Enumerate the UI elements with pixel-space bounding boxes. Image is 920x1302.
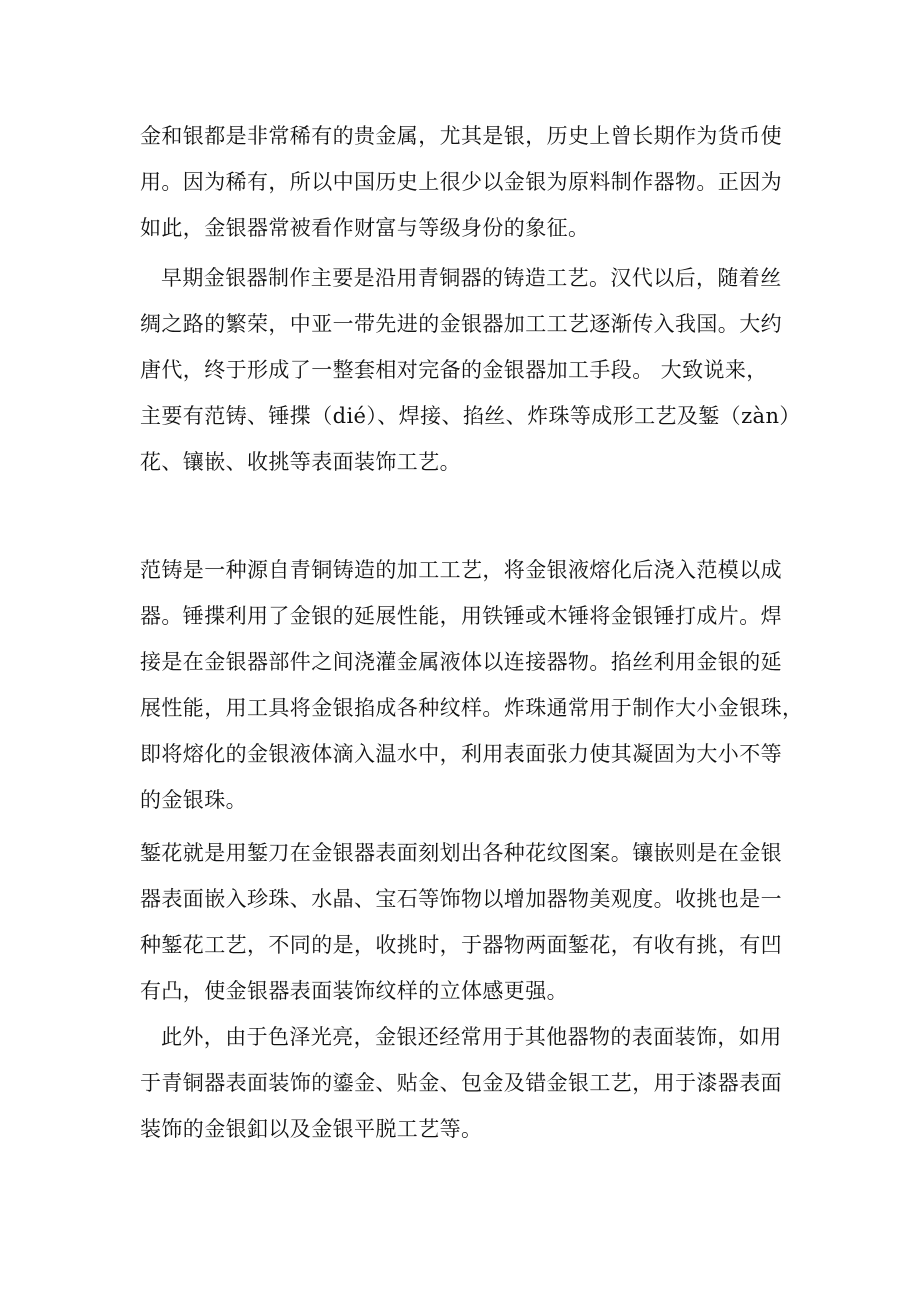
paragraph-line: 装饰的金银釦以及金银平脱工艺等。: [140, 1117, 483, 1141]
paragraph-line: 花、镶嵌、收挑等表面装饰工艺。: [140, 450, 461, 474]
paragraph-3: [140, 547, 804, 823]
paragraph-line: 即将熔化的金银液体滴入温水中，利用表面张力使其凝固为大小不等: [140, 742, 782, 766]
paragraph-5: [140, 1014, 782, 1152]
paragraph-line: 錾花就是用錾刀在金银器表面刻划出各种花纹图案。镶嵌则是在金银: [140, 841, 782, 865]
paragraph-line: 接是在金银器部件之间浇灌金属液体以连接器物。掐丝利用金银的延: [140, 650, 782, 674]
paragraph-1: [140, 113, 782, 251]
paragraph-line: 此外，由于色泽光亮，金银还经常用于其他器物的表面装饰，如用: [161, 1025, 782, 1049]
paragraph-line: 器表面嵌入珍珠、水晶、宝石等饰物以增加器物美观度。收挑也是一: [140, 887, 782, 911]
paragraph-line: 用。因为稀有，所以中国历史上很少以金银为原料制作器物。正因为: [140, 170, 782, 194]
paragraph-line: 唐代，终于形成了一整套相对完备的金银器加工手段。 大致说来，: [140, 358, 768, 382]
paragraph-line: 早期金银器制作主要是沿用青铜器的铸造工艺。汉代以后，随着丝: [161, 266, 782, 290]
paragraph-line: 的金银珠。: [140, 788, 247, 812]
paragraph-line: 展性能，用工具将金银掐成各种纹样。炸珠通常用于制作大小金银珠，: [140, 696, 804, 720]
paragraph-line: 金和银都是非常稀有的贵金属，尤其是银，历史上曾长期作为货币使: [140, 124, 782, 148]
paragraph-line: 种錾花工艺，不同的是，收挑时，于器物两面錾花，有收有挑，有凹: [140, 933, 782, 957]
paragraph-line: 绸之路的繁荣，中亚一带先进的金银器加工工艺逐渐传入我国。大约: [140, 312, 782, 336]
paragraph-line: 如此，金银器常被看作财富与等级身份的象征。: [140, 216, 590, 240]
paragraph-line: 范铸是一种源自青铜铸造的加工工艺，将金银液熔化后浇入范模以成: [140, 558, 782, 582]
paragraph-line: 主要有范铸、锤揲（dié）、焊接、掐丝、炸珠等成形工艺及錾（zàn）: [140, 404, 801, 428]
paragraph-line: 于青铜器表面装饰的鎏金、贴金、包金及错金银工艺，用于漆器表面: [140, 1071, 782, 1095]
paragraph-line: 器。锤揲利用了金银的延展性能，用铁锤或木锤将金银锤打成片。焊: [140, 604, 782, 628]
paragraph-2: [140, 255, 801, 485]
paragraph-line: 有凸，使金银器表面装饰纹样的立体感更强。: [140, 979, 568, 1003]
paragraph-4: [140, 830, 782, 1014]
